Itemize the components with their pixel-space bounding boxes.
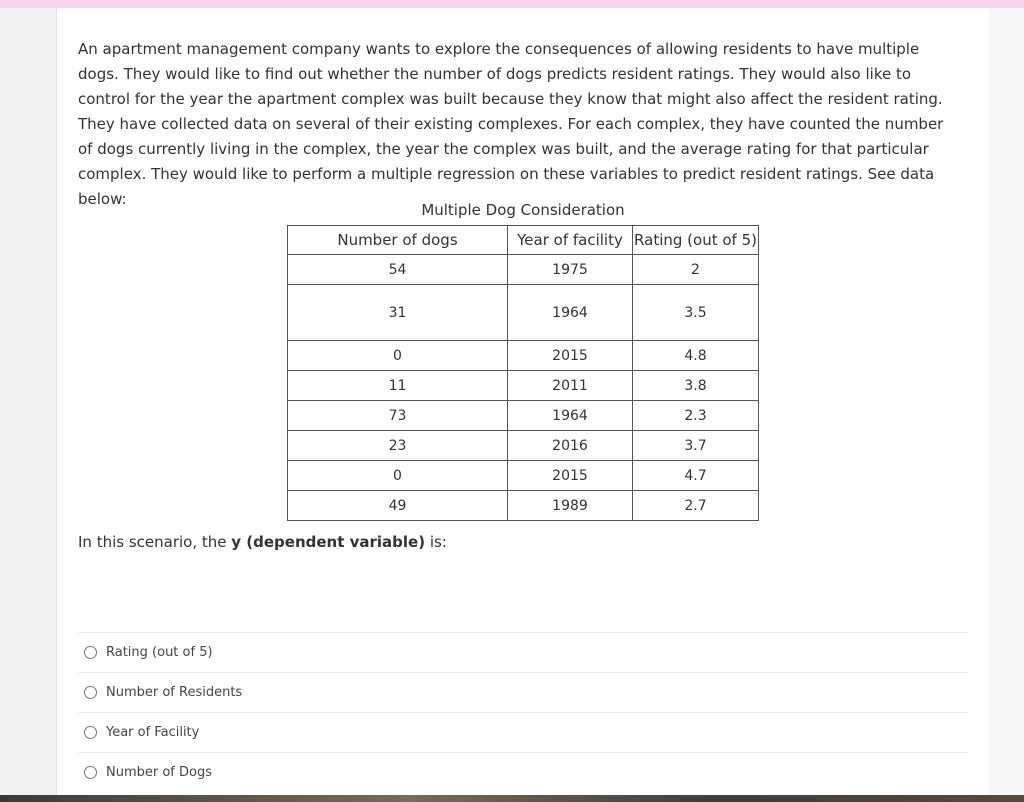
table-cell: 49: [288, 491, 508, 521]
radio-button[interactable]: [84, 766, 97, 779]
table-cell: 3.5: [633, 285, 759, 341]
top-strip: [0, 0, 1024, 8]
table-row: [288, 285, 759, 341]
table-cell: 2.3: [633, 401, 759, 431]
question-text: An apartment management company wants to explore the consequences of allowing residents to have multiple dogs. They would like to find out whether the number of dogs predicts resident ratings. They would also like to control for the year the apartment complex was built because they know that might also affect the resident rating. They have collected data on several of their existing complexes. For each complex, they have counted the number of dogs currently living in the complex, the year the complex was built, and the average rating for that particular complex. They would like to perform a multiple regression on these variables to predict resident ratings. See data below:: [78, 40, 944, 208]
radio-button[interactable]: [84, 726, 97, 739]
option-year-of-facility[interactable]: [78, 712, 968, 752]
option-label: Year of Facility: [106, 725, 200, 740]
table-cell: 1964: [508, 401, 633, 431]
prompt-text: In this scenario, the: [78, 533, 232, 551]
prompt-emphasis: y (dependent variable): [231, 533, 426, 551]
table-cell: 23: [288, 431, 508, 461]
table-caption: Multiple Dog Consideration: [421, 201, 625, 219]
table-cell: 54: [288, 255, 508, 285]
option-label: Number of Residents: [106, 685, 243, 700]
table-row: [288, 431, 759, 461]
radio-button[interactable]: [84, 686, 97, 699]
column-header-rating: Rating (out of 5): [633, 226, 759, 255]
table-cell: 1975: [508, 255, 633, 285]
answer-options: [78, 632, 968, 792]
prompt-suffix: is:: [425, 533, 447, 551]
table-cell: 3.8: [633, 371, 759, 401]
table-cell: 2015: [508, 341, 633, 371]
table-cell: 2011: [508, 371, 633, 401]
table-row: [288, 371, 759, 401]
table-cell: 1964: [508, 285, 633, 341]
option-label: Rating (out of 5): [106, 645, 213, 660]
page-margin: [989, 8, 1024, 802]
table-cell: 73: [288, 401, 508, 431]
column-header-year: Year of facility: [508, 226, 633, 255]
table-cell: 1989: [508, 491, 633, 521]
taskbar-strip: [0, 795, 1024, 802]
table-cell: 4.8: [633, 341, 759, 371]
answer-prompt: [78, 533, 447, 551]
table-row: [288, 255, 759, 285]
table-cell: 2016: [508, 431, 633, 461]
column-header-dogs: Number of dogs: [288, 226, 508, 255]
table-cell: 2: [633, 255, 759, 285]
table-row: [288, 491, 759, 521]
table-cell: 4.7: [633, 461, 759, 491]
option-number-of-dogs[interactable]: [78, 752, 968, 792]
table-row: [288, 341, 759, 371]
table-cell: 3.7: [633, 431, 759, 461]
table-cell: 31: [288, 285, 508, 341]
table-header-row: [288, 226, 759, 255]
table-cell: 0: [288, 461, 508, 491]
radio-button[interactable]: [84, 646, 97, 659]
option-number-of-residents[interactable]: [78, 672, 968, 712]
data-table: [287, 225, 759, 521]
table-cell: 2015: [508, 461, 633, 491]
table-cell: 0: [288, 341, 508, 371]
option-rating[interactable]: [78, 632, 968, 672]
table-row: [288, 461, 759, 491]
table-cell: 2.7: [633, 491, 759, 521]
option-label: Number of Dogs: [106, 765, 213, 780]
table-row: [288, 401, 759, 431]
table-cell: 11: [288, 371, 508, 401]
